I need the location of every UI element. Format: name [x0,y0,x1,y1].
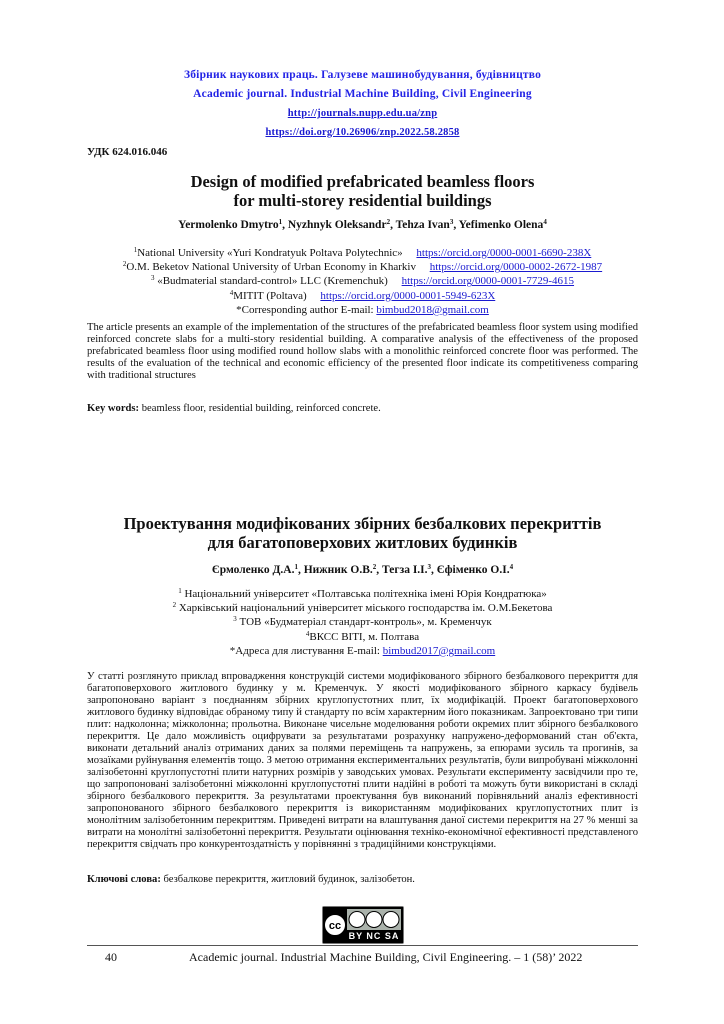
author-sup: 3 [427,563,432,571]
keywords-text: beamless floor, residential building, reinforced concrete. [141,403,381,414]
doi-link[interactable]: https://doi.org/10.26906/znp.2022.58.2858 [265,127,460,138]
orcid-link[interactable]: https://orcid.org/0000-0002-2672-1987 [429,261,603,274]
author: Nyzhnyk Oleksandr [287,219,387,231]
affiliation-text: MITIT (Poltava) [233,289,307,302]
author: Тегза І.І. [382,564,428,576]
affiliation [87,260,638,274]
author: Єрмоленко Д.А. [211,564,295,576]
affiliation-text: National University «Yuri Kondratyuk Poltava Polytechnic» [137,247,403,259]
orcid-link[interactable]: https://orcid.org/0000-0001-5949-623X [320,289,496,302]
affiliation [87,615,638,629]
keywords-label: Key words: [87,403,140,414]
page-number: 40 [105,950,117,964]
affiliation-sup: 1 [178,587,182,595]
author-sup: 1 [294,563,298,571]
affiliations-en [87,246,638,317]
affiliation-sup: 4 [229,288,234,297]
journal-title-ua: Збірник наукових праць. Галузеве машинобудування, будівництво [183,69,542,81]
journal-header [87,66,638,142]
affiliation [87,630,638,644]
affiliation-text: O.M. Beketov National University of Urban Economy in Kharkiv [126,261,416,274]
affiliation [87,246,638,260]
affiliation-text: ТОВ «Будматеріал стандарт-контроль», м. Кременчук [239,616,492,629]
title-ua-line1: Проектування модифікованих збірних безбалкових перекриттів [123,514,602,533]
affiliation-sup: 2 [172,601,177,610]
keywords-label: Ключові слова: [87,874,161,885]
title-ua [87,514,638,552]
email-link[interactable]: bimbud2017@gmail.com [382,644,496,657]
title-ua-line2: для багатоповерхових житлових будинків [207,533,518,552]
corresponding-author [87,644,638,658]
journal-title-en: Academic journal. Industrial Machine Building, Civil Engineering [193,88,532,100]
author: Yermolenko Dmytro [178,219,279,231]
license-text: BY NC SA [348,931,400,941]
author-sup: 2 [386,218,391,226]
affiliation [87,289,638,303]
affiliations-ua [87,587,638,658]
author: Yefimenko Olena [458,219,544,231]
affiliation-sup: 4 [305,629,310,638]
affiliation-sup: 3 [150,274,155,283]
footer-divider [87,945,638,946]
orcid-link[interactable]: https://orcid.org/0000-0001-6690-238X [416,247,592,259]
affiliation-text: Харківський національний університет міського господарства ім. О.М.Бекетова [178,602,553,615]
cc-by-nc-sa-icon[interactable] [322,906,404,944]
affiliation-text: ВКСС ВІТІ, м. Полтава [309,630,420,643]
keywords-en [87,403,638,414]
author-sup: 2 [372,563,377,571]
title-en-line2: for multi-storey residential buildings [233,191,492,210]
keywords-text: безбалкове перекриття, житловий будинок, залізобетон. [163,874,415,885]
author: Нижник О.В. [303,564,373,576]
affiliation [87,587,638,601]
footer-journal: Academic journal. Industrial Machine Building, Civil Engineering. – 1 (58)’ 2022 [189,950,583,964]
orcid-link[interactable]: https://orcid.org/0000-0001-7729-4615 [401,275,575,288]
corresponding-author [87,303,638,317]
journal-site-link[interactable]: http://journals.nupp.edu.ua/znp [287,108,438,119]
authors-ua: Єрмоленко Д.А.$^1$, Нижник О.В.$^2$, Тегза І.І.$^3$, Єфіменко О.І.$^4$ [211,563,514,576]
corresponding-label: *Адреса для листування E-mail: [229,644,380,657]
title-en-line1: Design of modified prefabricated beamless floors [190,172,535,191]
author: Tehza Ivan [395,219,450,231]
affiliation [87,601,638,615]
affiliation-sup: 2 [122,260,127,269]
author-sup: 4 [509,563,514,571]
keywords-ua [87,874,638,885]
abstract-en: The article presents an example of the implementation of the structures of the prefabricated beamless floor system using modified reinforced concrete slabs for a multi-story residential building. A comparative analysis of the effectiveness of the proposed prefabricated beamless floor using modified round hollow slabs with a monolithic reinforced concrete floor was performed. The results of the evaluation of the technical and economic efficiency of the presented floor indicate its competitiveness comparing with traditional structures [87,322,638,381]
author-sup: 4 [543,218,547,226]
svg-text:cc: cc [328,920,342,932]
affiliation-sup: 1 [133,246,138,254]
corresponding-label: *Corresponding author E-mail: [236,303,374,316]
abstract-ua: У статті розглянуто приклад впровадження конструкцій системи модифікованого збірного безбалкового перекриття для багатоповерхового житлового будинку у м. Кременчук. У якості модифікованого збірного каркасу будівель запропоновано варіант з поєднанням збірних круглопустотних плит, їх модифікацій. Проект багатоповерхового житлового будинку відповідає обраному типу й стандарту по всім характерним його показникам. Запроектовано три типи плит: надколонна; міжколонна; прольотна. Виконане чисельне моделювання роботи окремих плит збірного безбалкового перекриття. Це дало можливість оцифрувати за результатами розрахунку напружено-деформований стан об'єкта, виконати детальний аналіз отриманих даних за полями переміщень та напружень, за епюрами зусиль та прогинів, за мозаїками руйнування елементів тощо. З метою отримання експериментальних результатів, були випробувані міжколонні залізобетонні круглопустотні плити натурних розмірів у заводських умовах. Результати експерименту засвідчили про те, що запропоновані залізобетонні міжколонні круглопустотні плити надійні в роботі та можуть бути використані в складі збірного безбалкового перекриття. За результатами проектування був виконаний порівняльний аналіз ефективності запропонованого збірного безбалкового перекриття із використанням модифікованих круглопустотних плит із монолітним залізобетонним перекриттям. Приведені витрати на влаштування даної системи перекриття на 27 % менші за витрати на монолітні залізобетонні перекриття. Результати оцінювання техніко-економічної ефективності представленого перекриття свідчать про конкурентоздатність у порівнянні з традиційними конструкціями. [87,671,638,850]
title-en [87,172,638,210]
affiliation-text: Національний університет «Полтавська політехніка імені Юрія Кондратюка» [184,588,547,600]
affiliation-text: «Budmaterial standard-control» LLC (Kremenchuk) [157,275,388,288]
affiliation-sup: 3 [233,615,237,624]
author-sup: 3 [449,218,454,226]
author-sup: 1 [278,218,283,226]
email-link[interactable]: bimbud2018@gmail.com [376,303,489,316]
affiliation [87,274,638,288]
udk-code: УДК 624.016.046 [87,146,168,158]
authors-en: Yermolenko Dmytro$^1$, Nyzhnyk Oleksandr$^2$, Tehza Ivan$^3$, Yefimenko Olena$^4$ [178,218,547,231]
author: Єфіменко О.І. [436,564,510,576]
